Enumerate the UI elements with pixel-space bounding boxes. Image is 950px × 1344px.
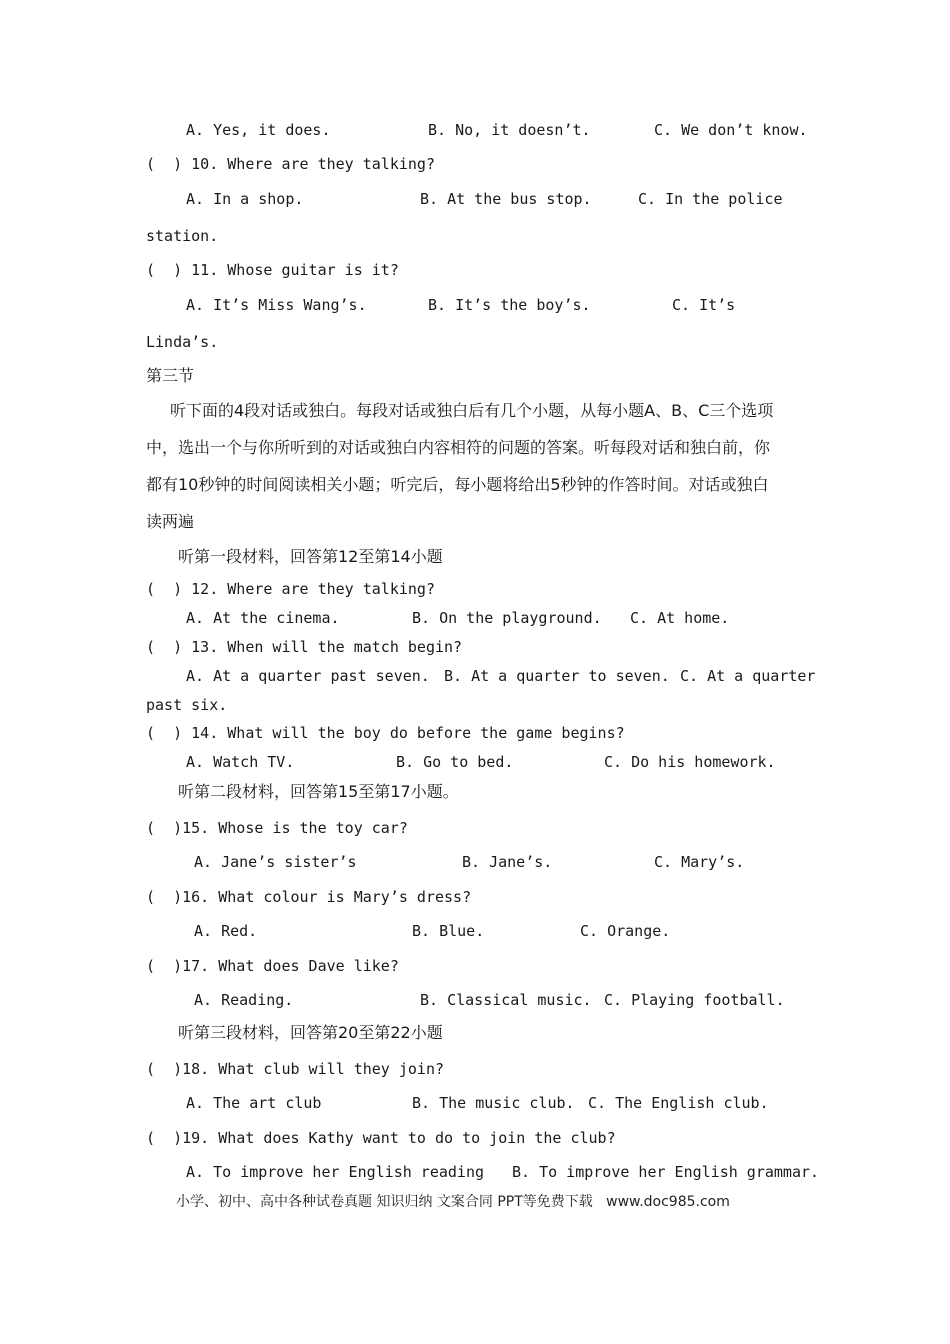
q14-stem: ( ) 14. What will the boy do before the game begins?: [146, 724, 625, 742]
q11-option-c: C. It’s: [672, 296, 736, 314]
footer-banner: 小学、初中、高中各种试卷真题 知识归纳 文案合同 PPT等免费下载 www.doc985.com: [176, 1194, 730, 1210]
q13-option-c-cont: past six.: [146, 696, 228, 714]
q18-stem: ( )18. What club will they join?: [146, 1060, 445, 1078]
q15-option-c: C. Mary’s.: [654, 853, 745, 871]
q19-option-b: B. To improve her English grammar.: [512, 1163, 820, 1181]
q15-stem: ( )15. Whose is the toy car?: [146, 819, 408, 837]
q12-option-b: B. On the playground.: [412, 609, 602, 627]
q16-option-a: A. Red.: [194, 922, 258, 940]
q9-option-a: A. Yes, it does.: [186, 121, 331, 139]
q18-option-a: A. The art club: [186, 1094, 322, 1112]
q10-option-c-cont: station.: [146, 227, 219, 245]
q18-option-b: B. The music club.: [412, 1094, 575, 1112]
q12-option-a: A. At the cinema.: [186, 609, 340, 627]
q13-option-a: A. At a quarter past seven.: [186, 667, 430, 685]
section-instructions-line3: 都有10秒钟的时间阅读相关小题；听完后，每小题将给出5秒钟的作答时间。对话或独白: [146, 475, 769, 494]
q17-option-c: C. Playing football.: [604, 991, 785, 1009]
section-instructions-line4: 读两遍: [146, 512, 195, 531]
q12-stem: ( ) 12. Where are they talking?: [146, 580, 435, 598]
q13-stem: ( ) 13. When will the match begin?: [146, 638, 463, 656]
section-title: 第三节: [146, 366, 195, 385]
q11-stem: ( ) 11. Whose guitar is it?: [146, 261, 399, 279]
q18-option-c: C. The English club.: [588, 1094, 769, 1112]
q13-option-b: B. At a quarter to seven.: [444, 667, 670, 685]
q11-option-a: A. It’s Miss Wang’s.: [186, 296, 367, 314]
q13-option-c: C. At a quarter: [680, 667, 816, 685]
part2-heading: 听第二段材料，回答第15至第17小题。: [178, 782, 459, 801]
q14-option-a: A. Watch TV.: [186, 753, 295, 771]
section-instructions-line2: 中，选出一个与你所听到的对话或独白内容相符的问题的答案。听每段对话和独白前，你: [146, 438, 771, 457]
q16-option-c: C. Orange.: [580, 922, 671, 940]
q19-option-a: A. To improve her English reading: [186, 1163, 485, 1181]
q14-option-b: B. Go to bed.: [396, 753, 514, 771]
q10-stem: ( ) 10. Where are they talking?: [146, 155, 435, 173]
q19-stem: ( )19. What does Kathy want to do to join the club?: [146, 1129, 616, 1147]
q9-option-b: B. No, it doesn’t.: [428, 121, 591, 139]
section-instructions-line1: 听下面的4段对话或独白。每段对话或独白后有几个小题，从每小题A、B、C三个选项: [170, 401, 774, 420]
q17-stem: ( )17. What does Dave like?: [146, 957, 399, 975]
q16-option-b: B. Blue.: [412, 922, 485, 940]
part3-heading: 听第三段材料，回答第20至第22小题: [178, 1023, 443, 1042]
q17-option-b: B. Classical music.: [420, 991, 592, 1009]
q11-option-c-cont: Linda’s.: [146, 333, 219, 351]
q12-option-c: C. At home.: [630, 609, 730, 627]
part1-heading: 听第一段材料，回答第12至第14小题: [178, 547, 443, 566]
q10-option-a: A. In a shop.: [186, 190, 304, 208]
q9-option-c: C. We don’t know.: [654, 121, 808, 139]
q14-option-c: C. Do his homework.: [604, 753, 776, 771]
q10-option-c: C. In the police: [638, 190, 783, 208]
q11-option-b: B. It’s the boy’s.: [428, 296, 591, 314]
q17-option-a: A. Reading.: [194, 991, 294, 1009]
q10-option-b: B. At the bus stop.: [420, 190, 592, 208]
q15-option-b: B. Jane’s.: [462, 853, 553, 871]
q16-stem: ( )16. What colour is Mary’s dress?: [146, 888, 472, 906]
q15-option-a: A. Jane’s sister’s: [194, 853, 357, 871]
